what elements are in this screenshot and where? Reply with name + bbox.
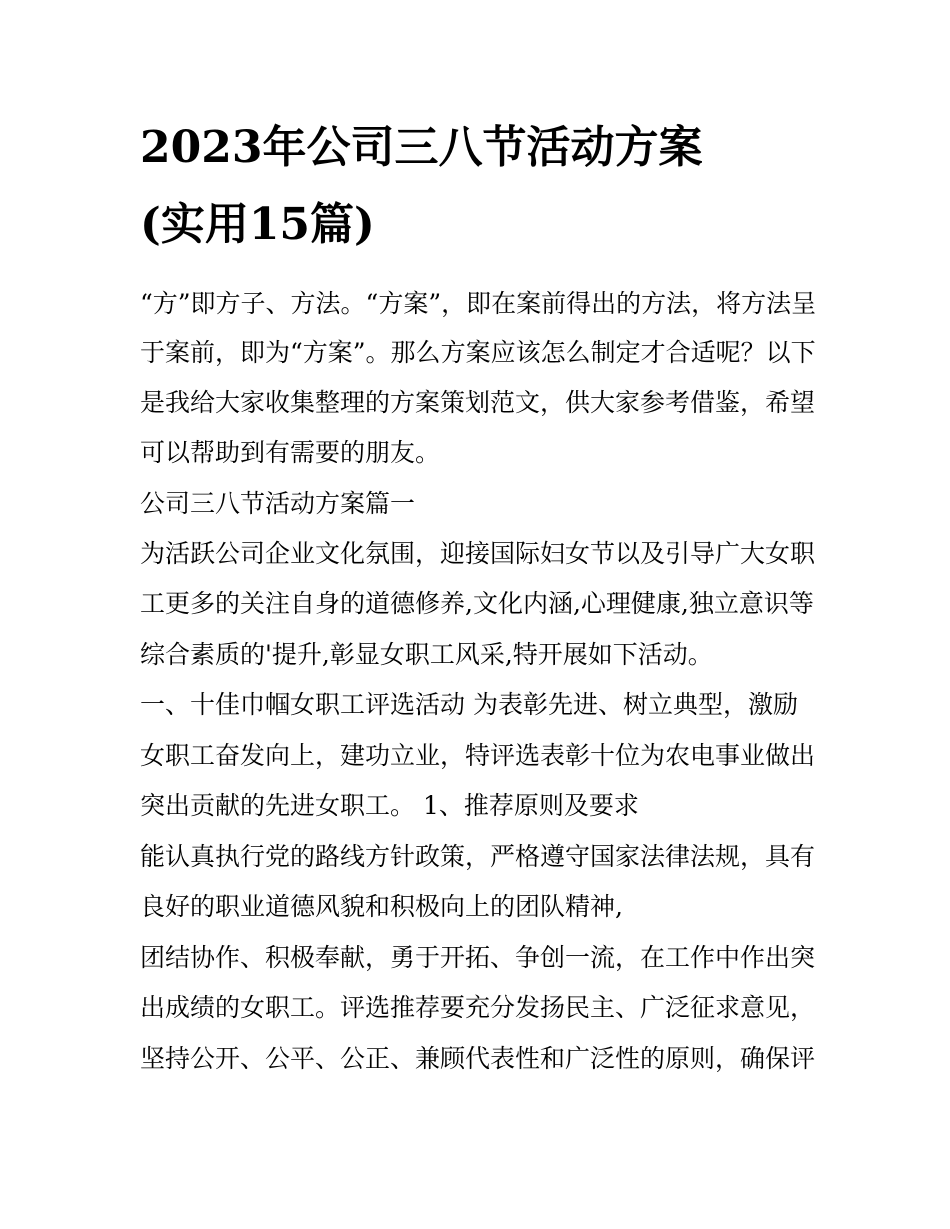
body-line-6: 为活跃公司企业文化氛围，迎接国际妇女节以及引导广大女职 — [140, 539, 816, 568]
body-line-1: “方”即方子、方法。“方案”，即在案前得出的方法，将方法呈 — [140, 289, 817, 318]
body-line-2: 于案前，即为“方案”。那么方案应该怎么制定才合适呢？以下 — [140, 338, 816, 367]
document-title-line-2: (实用15篇) — [140, 199, 375, 250]
body-line-8: 综合素质的'提升,彰显女职工风采,特开展如下活动。 — [140, 640, 713, 669]
body-line-13: 良好的职业道德风貌和积极向上的团队精神, — [140, 892, 623, 921]
body-line-7: 工更多的关注自身的道德修养,文化内涵,心理健康,独立意识等 — [140, 589, 814, 618]
body-line-4: 可以帮助到有需要的朋友。 — [140, 438, 441, 467]
section-heading: 公司三八节活动方案篇一 — [140, 489, 416, 518]
body-line-15: 出成绩的女职工。评选推荐要充分发扬民主、广泛征求意见， — [140, 993, 816, 1022]
body-line-11: 突出贡献的先进女职工。 1、推荐原则及要求 — [140, 791, 639, 820]
body-line-12: 能认真执行党的路线方针政策，严格遵守国家法律法规，具有 — [140, 842, 816, 871]
body-line-9: 一、十佳巾帼女职工评选活动 为表彰先进、树立典型，激励 — [140, 690, 798, 719]
body-line-14: 团结协作、积极奉献，勇于开拓、争创一流，在工作中作出突 — [140, 943, 816, 972]
body-line-3: 是我给大家收集整理的方案策划范文，供大家参考借鉴，希望 — [140, 388, 816, 417]
body-line-16: 坚持公开、公平、公正、兼顾代表性和广泛性的原则，确保评 — [140, 1044, 816, 1073]
body-line-10: 女职工奋发向上，建功立业，特评选表彰十位为农电事业做出 — [140, 741, 816, 770]
document-title-line-1: 2023年公司三八节活动方案 — [140, 122, 703, 173]
